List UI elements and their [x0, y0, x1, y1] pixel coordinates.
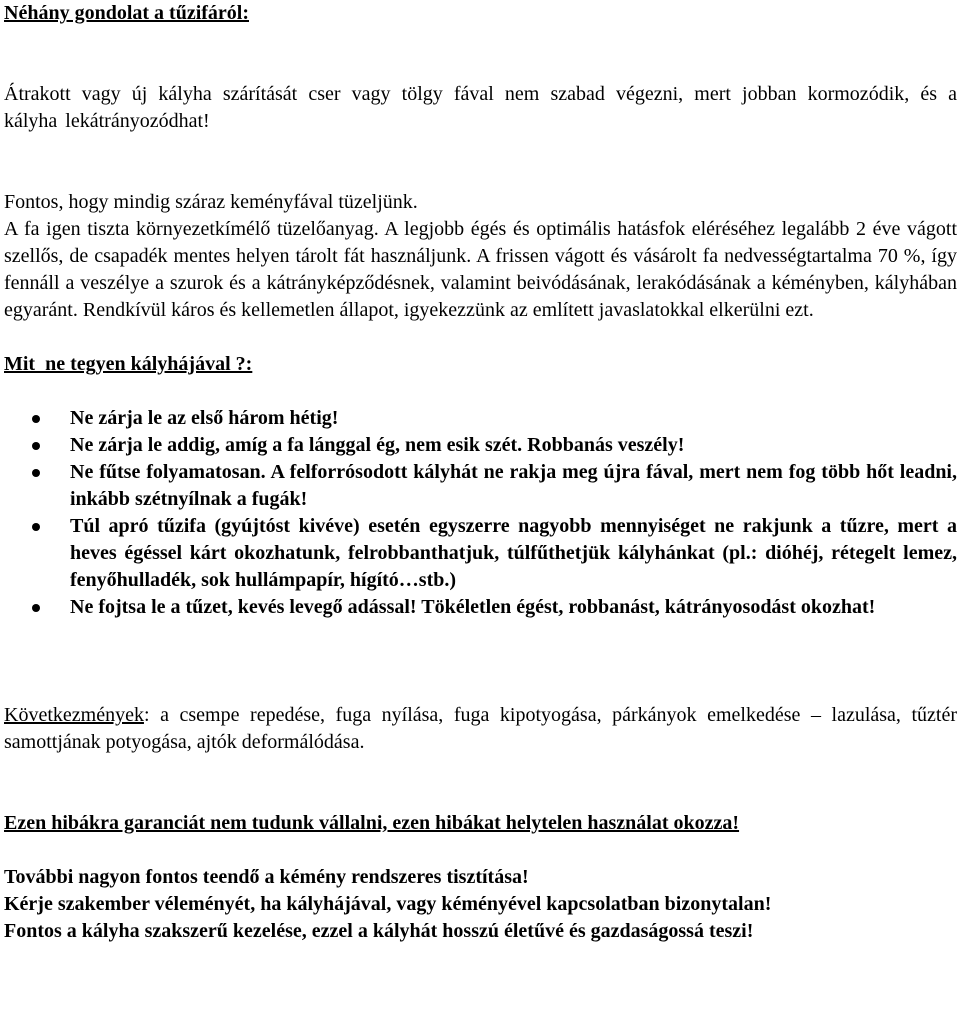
bullet-icon	[32, 442, 40, 450]
dont-list	[4, 405, 957, 621]
spacer	[4, 756, 957, 810]
warranty-note: Ezen hibákra garanciát nem tudunk vállalni, ezen hibákat helytelen használat okozza!	[4, 812, 740, 834]
list-item	[70, 432, 957, 459]
list-item	[70, 405, 957, 432]
document-page	[4, 0, 957, 945]
list-item-text: Túl apró tűzifa (gyújtóst kivéve) esetén egyszerre nagyobb mennyiséget ne rakjunk a tűzre, mert a heves égéssel kárt okozhatunk, felrobbanthatjuk, túlfűthetjük kályhánkat (pl.: dióhéj, rétegelt lemez, fenyőhulladék, sok hullámpapír, hígító…stb.)	[70, 515, 957, 591]
spacer	[4, 135, 957, 189]
paragraph-drying: Átrakott vagy új kályha szárítását cser vagy tölgy fával nem szabad végezni, mert jobban kormozódik, és a kályha lekátrányozódhat!	[4, 83, 957, 132]
spacer	[4, 378, 957, 405]
spacer	[4, 324, 957, 351]
bullet-icon	[32, 469, 40, 477]
spacer	[4, 621, 957, 702]
paragraph-hardwood: Fontos, hogy mindig száraz keményfával tüzeljünk.	[4, 191, 418, 213]
final-note: További nagyon fontos teendő a kémény rendszeres tisztítása!	[4, 866, 529, 888]
page-title: Néhány gondolat a tűzifáról:	[4, 2, 249, 24]
spacer	[4, 27, 957, 81]
final-note: Fontos a kályha szakszerű kezelése, ezzel a kályhát hosszú életűvé és gazdaságossá teszi!	[4, 920, 754, 942]
list-item-text: Ne fojtsa le a tűzet, kevés levegő adással! Tökéletlen égést, robbanást, kátrányosodást okozhat!	[70, 596, 876, 618]
list-item-text: Ne zárja le az első három hétig!	[70, 407, 339, 429]
paragraph-consequences	[4, 702, 957, 756]
list-item-text: Ne fűtse folyamatosan. A felforrósodott kályhát ne rakja meg újra fával, mert nem fog több hőt leadni, inkább szétnyílnak a fugák!	[70, 461, 957, 510]
bullet-icon	[32, 604, 40, 612]
final-note: Kérje szakember véleményét, ha kályhájával, vagy kéményével kapcsolatban bizonytalan!	[4, 893, 772, 915]
paragraph-clean-fuel: A fa igen tiszta környezetkímélő tüzelőanyag. A legjobb égés és optimális hatásfok eléréséhez legalább 2 éve vágott szellős, de csapadék mentes helyen tárolt fát használjunk. A frissen vágott és vásárolt fa nedvességtartalma 70 %, így fennáll a veszélye a szurok és a kátrányképződésnek, valamint beivódásának, lerakódásának a kéményben, kályhában egyaránt. Rendkívül káros és kellemetlen állapot, igyekezzünk az említett javaslatokkal elkerülni ezt.	[4, 218, 957, 321]
section-heading-dont: Mit ne tegyen kályhájával ?:	[4, 353, 253, 375]
spacer	[4, 837, 957, 864]
list-item	[70, 594, 957, 621]
list-item	[70, 513, 957, 594]
list-item	[70, 459, 957, 513]
consequences-text: : a csempe repedése, fuga nyílása, fuga kipotyogása, párkányok emelkedése – lazulása, tűztér samottjának potyogása, ajtók deformálódása.	[4, 704, 957, 753]
bullet-icon	[32, 415, 40, 423]
bullet-icon	[32, 523, 40, 531]
list-item-text: Ne zárja le addig, amíg a fa lánggal ég, nem esik szét. Robbanás veszély!	[70, 434, 685, 456]
consequences-label: Következmények	[4, 704, 144, 726]
